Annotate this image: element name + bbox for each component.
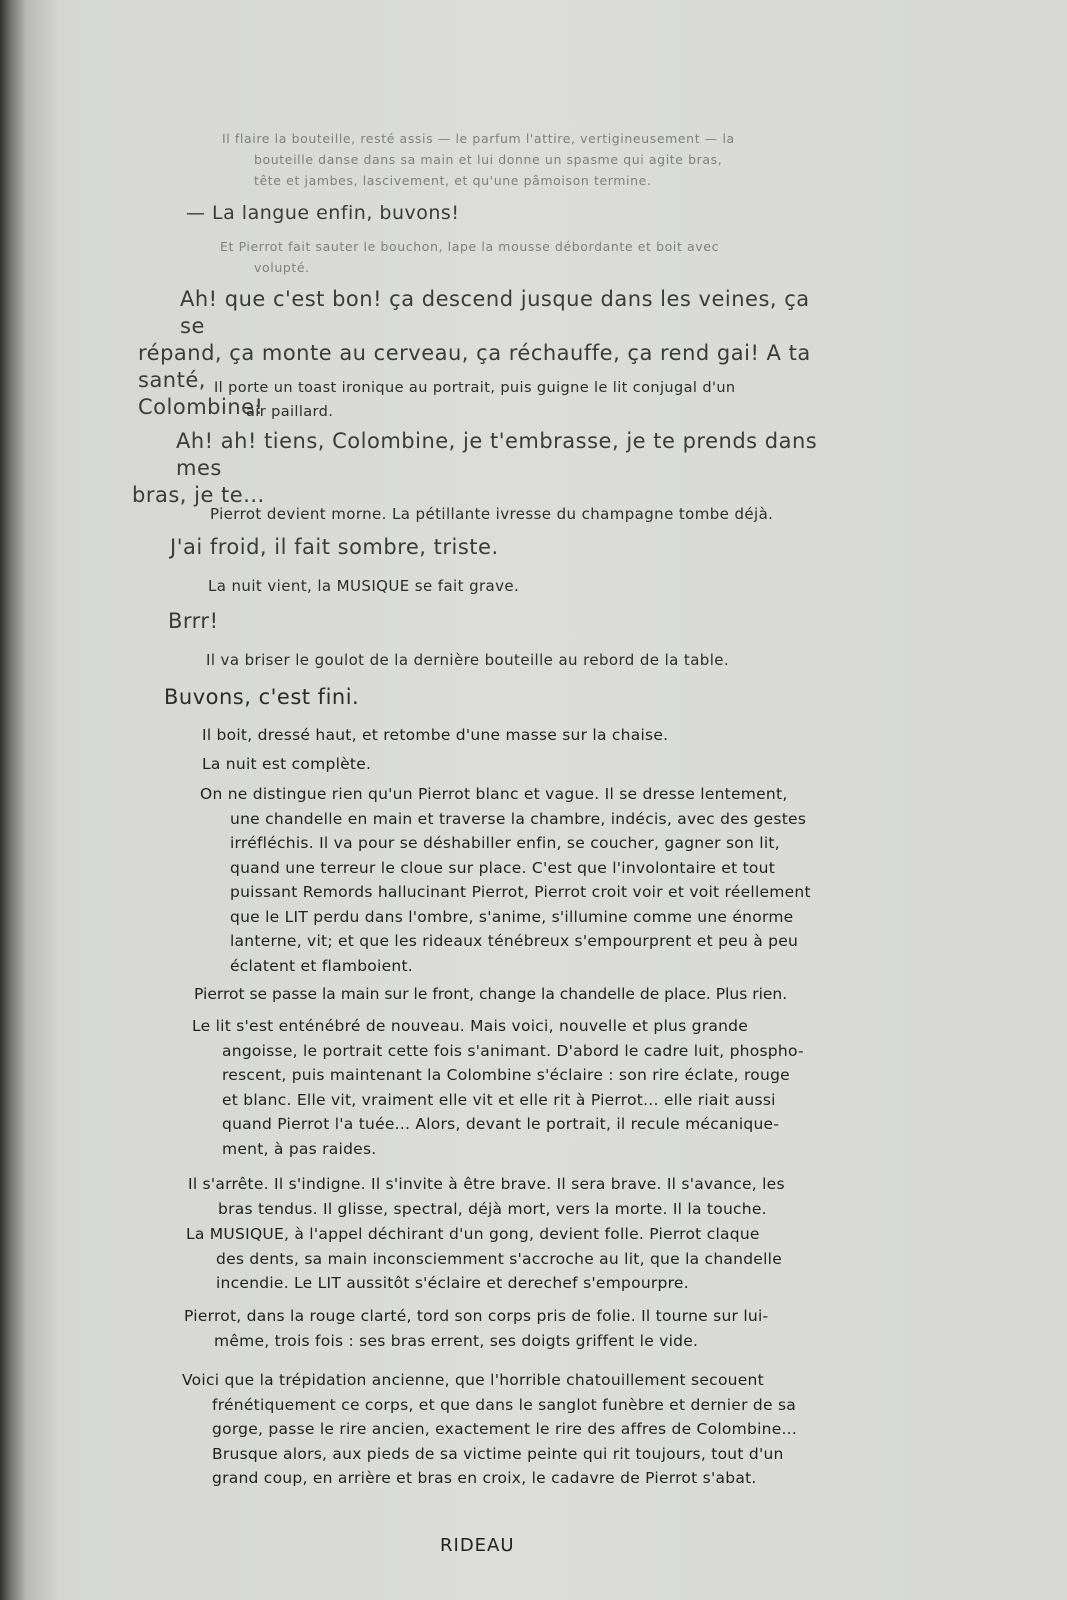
dialogue-que-c-est-bon: Ah! que c'est bon! ça descend jusque dans les veines, ça se répand, ça monte au cerveau, ça réchauffe, ça rend gai! A ta santé, Colombine! (138, 287, 811, 419)
stage-direction-lit-entenebre: Le lit s'est enténébré de nouveau. Mais voici, nouvelle et plus grande angoisse, le portrait cette fois s'animant. D'abord le cadre luit, phospho- rescent, puis maintenant la Colombine s'éclaire : son rire éclate, rouge et blanc. Elle vit, vraiment elle vit et elle rit à Pierrot... elle riait aussi quand Pierrot l'a tuée... Alors, devant le portrait, il recule mécanique- ment, à pas raides. (192, 1017, 804, 1158)
dialogue-la-langue: — La langue enfin, buvons! (186, 202, 460, 224)
stage-direction-il-s-arrete: Il s'arrête. Il s'indigne. Il s'invite à être brave. Il sera brave. Il s'avance, les bras tendus. Il glisse, spectral, déjà mort, vers la morte. Il la touche. (188, 1175, 785, 1218)
stage-direction-morne: Pierrot devient morne. La pétillante ivresse du champagne tombe déjà. (210, 505, 774, 523)
dialogue-buvons-c-est-fini: Buvons, c'est fini. (164, 685, 360, 709)
stage-direction-toast: Il porte un toast ironique au portrait, puis guigne le lit conjugal d'un air paillard. (214, 380, 736, 420)
stage-direction-musique-gong: La MUSIQUE, à l'appel déchirant d'un gong, devient folle. Pierrot claque des dents, sa main inconsciemment s'accroche au lit, que la chandelle incendie. Le LIT aussitôt s'éclaire et derechef s'empourpre. (186, 1225, 782, 1292)
stage-direction-main-sur-front: Pierrot se passe la main sur le front, change la chandelle de place. Plus rien. (194, 985, 788, 1003)
dialogue-brrr: Brrr! (168, 609, 219, 633)
dialogue-j-ai-froid: J'ai froid, il fait sombre, triste. (170, 535, 499, 559)
stage-direction-pierrot-blanc: On ne distingue rien qu'un Pierrot blanc et vague. Il se dresse lentement, une chandelle en main et traverse la chambre, indécis, avec des gestes irréfléchis. Il va pour se déshabiller enfin, se coucher, gagner son lit, quand une terreur le cloue sur place. C'est que l'involontaire et tout puissant Remords hallucinant Pierrot, Pierrot croit voir et voit réellement que le LIT perdu dans l'ombre, s'anime, s'illumine comme une énorme lanterne, vit; et que les rideaux ténébreux s'empourprent et peu à peu éclatent et flamboient. (200, 785, 811, 975)
stage-direction-rouge-clarte: Pierrot, dans la rouge clarté, tord son corps pris de folie. Il tourne sur lui- même, trois fois : ses bras errent, ses doigts griffent le vide. (184, 1307, 769, 1350)
dialogue-ah-ah-tiens: Ah! ah! tiens, Colombine, je t'embrasse, je te prends dans mes bras, je te... (132, 429, 818, 507)
stage-direction-goulot: Il va briser le goulot de la dernière bouteille au rebord de la table. (206, 651, 730, 669)
stage-direction-il-boit: Il boit, dressé haut, et retombe d'une masse sur la chaise. (202, 726, 669, 744)
stage-direction-nuit-vient: La nuit vient, la MUSIQUE se fait grave. (208, 577, 520, 595)
stage-direction-bouchon: Et Pierrot fait sauter le bouchon, lape la mousse débordante et boit avec volupté. (220, 239, 720, 275)
curtain-heading: RIDEAU (440, 1535, 515, 1556)
stage-direction-nuit-complete: La nuit est complète. (202, 755, 372, 773)
stage-direction-flaire: Il flaire la bouteille, resté assis — le parfum l'attire, vertigineusement — la bouteille danse dans sa main et lui donne un spasme qui agite bras, tête et jambes, lascivement, et qu'une pâmoison termine. (222, 131, 735, 188)
stage-direction-trepidation: Voici que la trépidation ancienne, que l'horrible chatouillement secouent frénétiquement ce corps, et que dans le sanglot funèbre et dernier de sa gorge, passe le rire ancien, exactement le rire des affres de Colombine... Brusque alors, aux pieds de sa victime peinte qui rit toujours, tout d'un grand coup, en arrière et bras en croix, le cadavre de Pierrot s'abat. (182, 1371, 798, 1487)
